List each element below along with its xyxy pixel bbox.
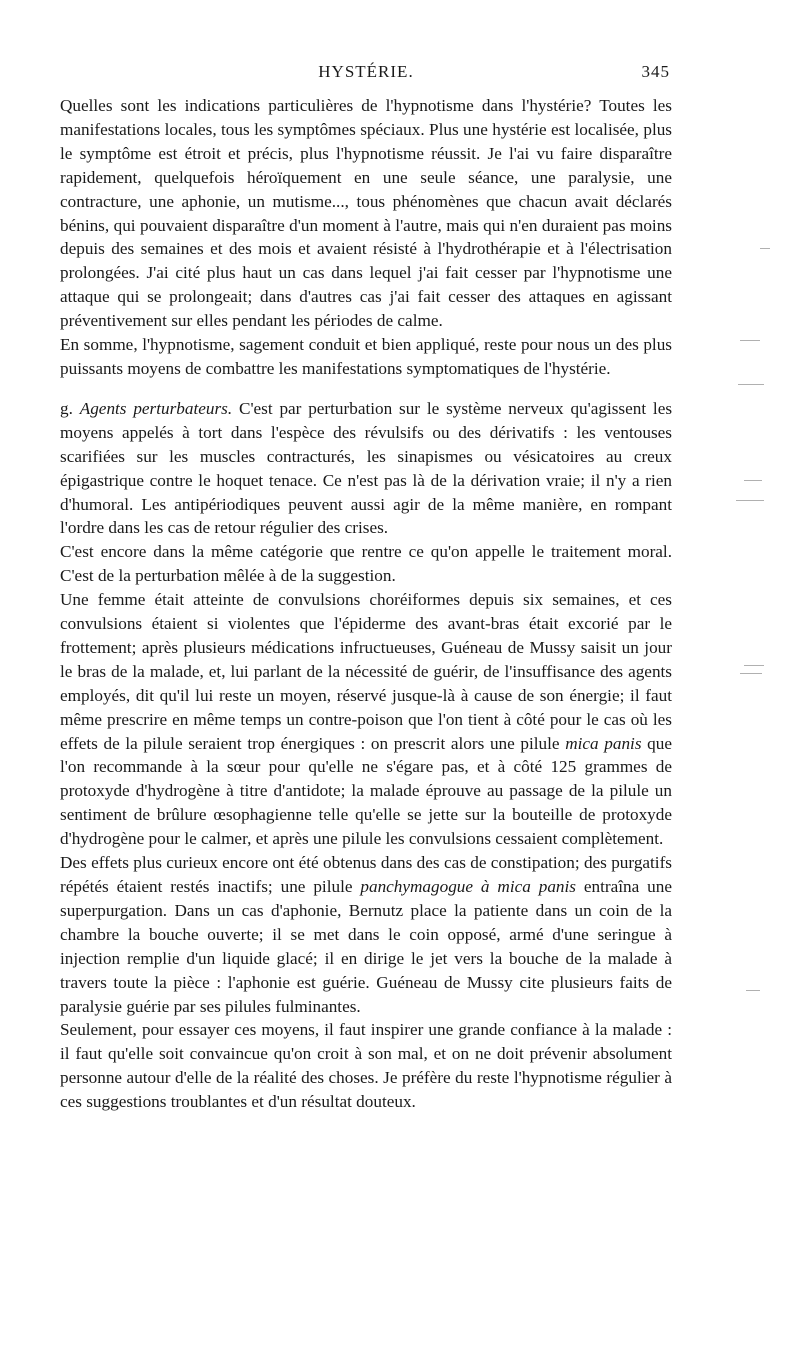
bleed-mark [744, 665, 764, 666]
bleed-mark [746, 990, 760, 991]
paragraph-text: Quelles sont les indications particulières de l'hypnotisme dans l'hystérie? Toutes les manifestations locales, tous les symptômes spéciaux. Plus une hystérie est localisée, plus le symptôme est étroit et précis, plus l'hypnotisme réussit. Je l'ai vu faire disparaître rapidement, quelquefois héroïquement en une seule séance, une paralysie, une contracture, une aphonie, un mutisme..., tous phénomènes que chacun avait déclarés bénins, qui pouvaient disparaître d'un moment à l'autre, mais qui n'en duraient pas moins depuis des semaines et des mois et avaient résisté à l'hydrothérapie et à l'électrisation prolongées. J'ai cité plus haut un cas dans lequel j'ai fait cesser par l'hypnotisme une attaque qui se prolongeait; dans d'autres cas j'ai fait cesser des attaques en agissant préventivement sur elles pendant les périodes de calme. [60, 96, 672, 331]
paragraph [60, 851, 672, 1018]
bleed-mark [760, 248, 770, 249]
paragraph-text: entraîna une superpurgation. Dans un cas d'aphonie, Bernutz place la patiente dans un coin de la chambre la bouche ouverte; il se met dans le coin opposé, armé d'une seringue à injection remplie d'un liquide glacé; il en dirige le jet vers la bouche de la malade à travers toute la pièce : l'aphonie est guérie. Guéneau de Mussy cite plusieurs faits de paralysie guérie par ses pilules fulminantes. [60, 877, 672, 1016]
paragraph [60, 333, 672, 381]
paragraph-text: Des effets plus curieux encore ont été obtenus dans des cas de constipation; des purgatifs répétés étaient restés inactifs; une pilule [60, 853, 672, 896]
page-number: 345 [641, 62, 670, 81]
running-head [62, 62, 670, 86]
paragraph [60, 540, 672, 588]
paragraph [60, 588, 672, 851]
section-letter: g. [60, 398, 80, 418]
italic-term: panchymagogue à mica panis [360, 877, 576, 896]
paragraph [60, 1018, 672, 1114]
paragraph-text: Une femme était atteinte de convulsions choréiformes depuis six semaines, et ces convulsions étaient si violentes que l'épiderme des avant-bras était excorié par le frottement; après plusieurs médications infructueuses, Guéneau de Mussy saisit un jour le bras de la malade, et, lui parlant de la nécessité de guérir, de l'insuffisance des agents employés, dit qu'il lui reste un moyen, réservé jusque-là à cause de son énergie; il faut même prescrire en même temps un contre-poison que l'on tient à côté pour le cas où les effets de la pilule seraient trop énergiques : on prescrit alors une pilule [60, 590, 672, 753]
section-heading: Agents perturbateurs. [79, 398, 233, 418]
paragraph-text: C'est encore dans la même catégorie que rentre ce qu'on appelle le traitement moral. C'est de la perturbation mêlée à de la suggestion. [60, 542, 672, 586]
bleed-mark [738, 384, 764, 385]
bleed-mark [736, 500, 764, 501]
paragraph-text: que l'on recommande à la sœur pour qu'elle ne s'égare pas, et à côté 125 grammes de protoxyde d'hydrogène à titre d'antidote; la malade éprouve au passage de la pilule un sentiment de brûlure œsophagienne telle qu'elle se jette sur la bouteille de protoxyde d'hydrogène pour le calmer, et après une pilule les convulsions cessaient complètement. [60, 733, 672, 849]
running-title: HYSTÉRIE. [318, 62, 414, 81]
bleed-mark [740, 340, 760, 341]
paragraph-text: C'est par perturbation sur le système nerveux qu'agissent les moyens appelés à tort dans l'espèce des révulsifs ou des dérivatifs : les ventouses scarifiées sur les muscles contracturés, les sinapismes ou vésicatoires au creux épigastrique contre le hoquet tenace. Ce n'est pas là de la dérivation vraie; il n'y a rien d'humoral. Les antipériodiques peuvent aussi agir de la même manière, en rompant l'ordre dans les cas de retour régulier des crises. [60, 398, 673, 538]
paragraph-text: En somme, l'hypnotisme, sagement conduit et bien appliqué, reste pour nous un des plus puissants moyens de combattre les manifestations symptomatiques de l'hystérie. [60, 335, 672, 378]
paragraph [60, 94, 672, 333]
section-paragraph [60, 397, 672, 540]
margin-bleed-marks [700, 90, 800, 1290]
italic-term: mica panis [565, 733, 642, 753]
paragraph-text: Seulement, pour essayer ces moyens, il faut inspirer une grande confiance à la malade : il faut qu'elle soit convaincue qu'on croit à son mal, et on ne doit prévenir absolument personne autour d'elle de la réalité des choses. Je préfère du reste l'hypnotisme régulier à ces suggestions troublantes et d'un résultat douteux. [60, 1020, 672, 1112]
body-text [60, 94, 672, 1114]
bleed-mark [740, 673, 762, 674]
bleed-mark [744, 480, 762, 481]
